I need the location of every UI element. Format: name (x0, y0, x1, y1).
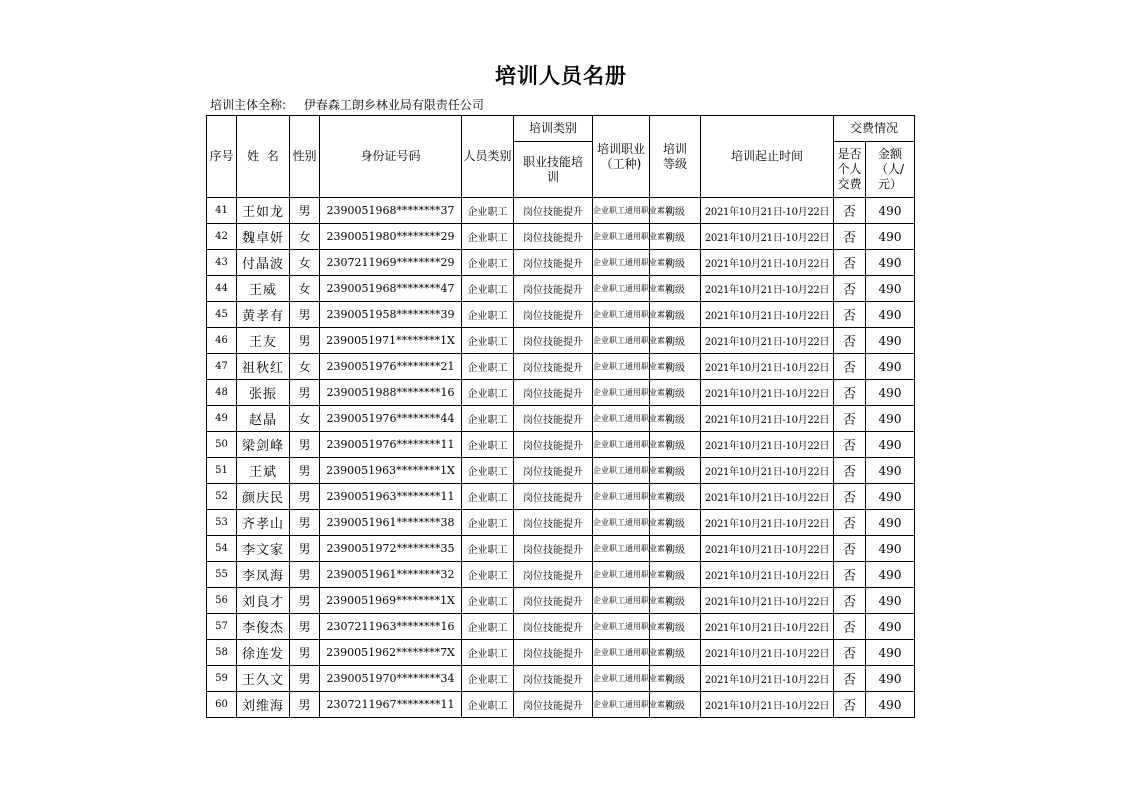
cell-gender: 女 (290, 224, 320, 250)
cell-id-number: 2390051963********1X (320, 458, 462, 484)
cell-training-type: 岗位技能提升 (514, 588, 593, 614)
cell-amount: 490 (866, 250, 915, 276)
header-name: 姓 名 (237, 116, 290, 198)
cell-self-pay: 否 (834, 562, 866, 588)
cell-gender: 男 (290, 198, 320, 224)
cell-gender: 男 (290, 484, 320, 510)
cell-training-type: 岗位技能提升 (514, 458, 593, 484)
header-person-type: 人员类别 (462, 116, 514, 198)
cell-amount: 490 (866, 198, 915, 224)
cell-amount: 490 (866, 692, 915, 718)
cell-amount: 490 (866, 406, 915, 432)
cell-self-pay: 否 (834, 510, 866, 536)
page-title: 培训人员名册 (495, 64, 627, 88)
cell-level: 初级 (650, 458, 701, 484)
cell-id-number: 2390051961********32 (320, 562, 462, 588)
cell-seq: 44 (207, 276, 237, 302)
cell-name: 赵晶 (237, 406, 290, 432)
cell-name: 齐孝山 (237, 510, 290, 536)
cell-amount: 490 (866, 510, 915, 536)
cell-seq: 49 (207, 406, 237, 432)
cell-gender: 男 (290, 380, 320, 406)
header-level: 培训等级 (650, 116, 701, 198)
cell-person-type: 企业职工 (462, 406, 514, 432)
cell-id-number: 2390051976********21 (320, 354, 462, 380)
cell-person-type: 企业职工 (462, 614, 514, 640)
cell-level: 初级 (650, 328, 701, 354)
cell-self-pay: 否 (834, 224, 866, 250)
cell-self-pay: 否 (834, 640, 866, 666)
table-row (207, 692, 915, 718)
table-row (207, 198, 915, 224)
cell-period: 2021年10月21日-10月22日 (701, 588, 834, 614)
cell-self-pay: 否 (834, 406, 866, 432)
table-row (207, 406, 915, 432)
cell-person-type: 企业职工 (462, 354, 514, 380)
cell-person-type: 企业职工 (462, 666, 514, 692)
cell-name: 王斌 (237, 458, 290, 484)
header-fee-group: 交费情况 (834, 116, 915, 142)
cell-amount: 490 (866, 562, 915, 588)
cell-id-number: 2390051988********16 (320, 380, 462, 406)
cell-amount: 490 (866, 328, 915, 354)
cell-training-type: 岗位技能提升 (514, 354, 593, 380)
cell-occupation: 企业职工通用职业素质 (593, 692, 650, 718)
cell-occupation: 企业职工通用职业素质 (593, 380, 650, 406)
cell-person-type: 企业职工 (462, 198, 514, 224)
cell-name: 刘维海 (237, 692, 290, 718)
cell-period: 2021年10月21日-10月22日 (701, 328, 834, 354)
header-training-type: 职业技能培训 (514, 142, 593, 198)
cell-name: 张振 (237, 380, 290, 406)
training-subject-value: 伊春森工朗乡林业局有限责任公司 (303, 98, 484, 112)
cell-person-type: 企业职工 (462, 692, 514, 718)
cell-id-number: 2390051968********47 (320, 276, 462, 302)
cell-period: 2021年10月21日-10月22日 (701, 562, 834, 588)
cell-amount: 490 (866, 432, 915, 458)
header-amount: 金额（人/元） (866, 142, 915, 198)
cell-training-type: 岗位技能提升 (514, 328, 593, 354)
cell-training-type: 岗位技能提升 (514, 510, 593, 536)
cell-occupation: 企业职工通用职业素质 (593, 276, 650, 302)
cell-level: 初级 (650, 692, 701, 718)
cell-self-pay: 否 (834, 666, 866, 692)
cell-id-number: 2390051970********34 (320, 666, 462, 692)
cell-seq: 58 (207, 640, 237, 666)
cell-person-type: 企业职工 (462, 224, 514, 250)
cell-self-pay: 否 (834, 354, 866, 380)
header-training-type-group: 培训类别 (514, 116, 593, 142)
cell-training-type: 岗位技能提升 (514, 432, 593, 458)
header-seq: 序号 (207, 116, 237, 198)
cell-level: 初级 (650, 510, 701, 536)
cell-id-number: 2390051958********39 (320, 302, 462, 328)
cell-seq: 43 (207, 250, 237, 276)
cell-level: 初级 (650, 406, 701, 432)
table-row (207, 510, 915, 536)
cell-period: 2021年10月21日-10月22日 (701, 458, 834, 484)
table-row (207, 536, 915, 562)
cell-level: 初级 (650, 198, 701, 224)
cell-name: 王友 (237, 328, 290, 354)
cell-seq: 42 (207, 224, 237, 250)
cell-period: 2021年10月21日-10月22日 (701, 510, 834, 536)
cell-self-pay: 否 (834, 198, 866, 224)
cell-name: 李俊杰 (237, 614, 290, 640)
cell-occupation: 企业职工通用职业素质 (593, 484, 650, 510)
table-row (207, 380, 915, 406)
cell-level: 初级 (650, 640, 701, 666)
cell-level: 初级 (650, 666, 701, 692)
cell-person-type: 企业职工 (462, 640, 514, 666)
cell-seq: 53 (207, 510, 237, 536)
cell-gender: 男 (290, 536, 320, 562)
cell-name: 颜庆民 (237, 484, 290, 510)
cell-training-type: 岗位技能提升 (514, 666, 593, 692)
cell-training-type: 岗位技能提升 (514, 692, 593, 718)
cell-amount: 490 (866, 224, 915, 250)
cell-gender: 男 (290, 614, 320, 640)
cell-gender: 女 (290, 354, 320, 380)
cell-id-number: 2390051968********37 (320, 198, 462, 224)
cell-occupation: 企业职工通用职业素质 (593, 328, 650, 354)
training-subject (210, 96, 484, 113)
cell-training-type: 岗位技能提升 (514, 484, 593, 510)
cell-occupation: 企业职工通用职业素质 (593, 198, 650, 224)
cell-gender: 女 (290, 276, 320, 302)
cell-amount: 490 (866, 276, 915, 302)
cell-period: 2021年10月21日-10月22日 (701, 406, 834, 432)
cell-name: 付晶波 (237, 250, 290, 276)
roster-table (206, 115, 915, 718)
cell-self-pay: 否 (834, 328, 866, 354)
cell-gender: 男 (290, 666, 320, 692)
cell-period: 2021年10月21日-10月22日 (701, 432, 834, 458)
cell-id-number: 2390051963********11 (320, 484, 462, 510)
cell-level: 初级 (650, 562, 701, 588)
cell-amount: 490 (866, 640, 915, 666)
cell-seq: 57 (207, 614, 237, 640)
cell-self-pay: 否 (834, 302, 866, 328)
cell-amount: 490 (866, 354, 915, 380)
cell-person-type: 企业职工 (462, 302, 514, 328)
cell-seq: 46 (207, 328, 237, 354)
cell-level: 初级 (650, 302, 701, 328)
cell-training-type: 岗位技能提升 (514, 562, 593, 588)
cell-gender: 男 (290, 588, 320, 614)
cell-occupation: 企业职工通用职业素质 (593, 666, 650, 692)
header-id-number: 身份证号码 (320, 116, 462, 198)
table-row (207, 432, 915, 458)
cell-gender: 男 (290, 692, 320, 718)
cell-seq: 55 (207, 562, 237, 588)
cell-gender: 女 (290, 250, 320, 276)
cell-seq: 47 (207, 354, 237, 380)
cell-training-type: 岗位技能提升 (514, 536, 593, 562)
cell-self-pay: 否 (834, 250, 866, 276)
table-row (207, 302, 915, 328)
cell-period: 2021年10月21日-10月22日 (701, 640, 834, 666)
cell-id-number: 2390051976********11 (320, 432, 462, 458)
table-row (207, 354, 915, 380)
cell-self-pay: 否 (834, 536, 866, 562)
cell-level: 初级 (650, 276, 701, 302)
cell-occupation: 企业职工通用职业素质 (593, 302, 650, 328)
cell-seq: 54 (207, 536, 237, 562)
cell-level: 初级 (650, 614, 701, 640)
table-row (207, 588, 915, 614)
cell-occupation: 企业职工通用职业素质 (593, 250, 650, 276)
cell-occupation: 企业职工通用职业素质 (593, 224, 650, 250)
cell-name: 祖秋红 (237, 354, 290, 380)
cell-self-pay: 否 (834, 614, 866, 640)
cell-id-number: 2307211967********11 (320, 692, 462, 718)
cell-gender: 女 (290, 406, 320, 432)
cell-level: 初级 (650, 536, 701, 562)
cell-occupation: 企业职工通用职业素质 (593, 536, 650, 562)
cell-level: 初级 (650, 588, 701, 614)
cell-person-type: 企业职工 (462, 458, 514, 484)
header-period: 培训起止时间 (701, 116, 834, 198)
cell-seq: 50 (207, 432, 237, 458)
cell-level: 初级 (650, 432, 701, 458)
cell-level: 初级 (650, 484, 701, 510)
cell-name: 梁剑峰 (237, 432, 290, 458)
cell-amount: 490 (866, 302, 915, 328)
cell-period: 2021年10月21日-10月22日 (701, 224, 834, 250)
cell-amount: 490 (866, 536, 915, 562)
header-self-pay: 是否个人交费 (834, 142, 866, 198)
cell-occupation: 企业职工通用职业素质 (593, 562, 650, 588)
cell-id-number: 2390051971********1X (320, 328, 462, 354)
table-row (207, 250, 915, 276)
cell-period: 2021年10月21日-10月22日 (701, 198, 834, 224)
cell-training-type: 岗位技能提升 (514, 380, 593, 406)
cell-level: 初级 (650, 380, 701, 406)
table-row (207, 328, 915, 354)
cell-name: 王威 (237, 276, 290, 302)
cell-seq: 51 (207, 458, 237, 484)
cell-period: 2021年10月21日-10月22日 (701, 250, 834, 276)
cell-id-number: 2390051972********35 (320, 536, 462, 562)
cell-occupation: 企业职工通用职业素质 (593, 432, 650, 458)
cell-gender: 男 (290, 458, 320, 484)
cell-self-pay: 否 (834, 276, 866, 302)
cell-amount: 490 (866, 380, 915, 406)
table-row (207, 640, 915, 666)
cell-name: 魏卓妍 (237, 224, 290, 250)
cell-period: 2021年10月21日-10月22日 (701, 276, 834, 302)
cell-occupation: 企业职工通用职业素质 (593, 640, 650, 666)
cell-period: 2021年10月21日-10月22日 (701, 614, 834, 640)
cell-self-pay: 否 (834, 692, 866, 718)
cell-name: 黄孝有 (237, 302, 290, 328)
cell-training-type: 岗位技能提升 (514, 250, 593, 276)
cell-training-type: 岗位技能提升 (514, 302, 593, 328)
table-header (207, 116, 915, 198)
table-row (207, 484, 915, 510)
table-row (207, 224, 915, 250)
cell-seq: 56 (207, 588, 237, 614)
cell-name: 刘良才 (237, 588, 290, 614)
cell-person-type: 企业职工 (462, 510, 514, 536)
cell-seq: 45 (207, 302, 237, 328)
cell-gender: 男 (290, 510, 320, 536)
cell-level: 初级 (650, 354, 701, 380)
cell-self-pay: 否 (834, 432, 866, 458)
header-occupation: 培训职业（工种) (593, 116, 650, 198)
cell-occupation: 企业职工通用职业素质 (593, 614, 650, 640)
cell-person-type: 企业职工 (462, 484, 514, 510)
cell-gender: 男 (290, 432, 320, 458)
cell-self-pay: 否 (834, 484, 866, 510)
cell-seq: 48 (207, 380, 237, 406)
cell-id-number: 2390051962********7X (320, 640, 462, 666)
cell-seq: 60 (207, 692, 237, 718)
cell-training-type: 岗位技能提升 (514, 198, 593, 224)
cell-amount: 490 (866, 666, 915, 692)
cell-id-number: 2307211969********29 (320, 250, 462, 276)
cell-self-pay: 否 (834, 380, 866, 406)
cell-training-type: 岗位技能提升 (514, 276, 593, 302)
cell-amount: 490 (866, 484, 915, 510)
cell-amount: 490 (866, 614, 915, 640)
cell-occupation: 企业职工通用职业素质 (593, 458, 650, 484)
cell-occupation: 企业职工通用职业素质 (593, 406, 650, 432)
table-row (207, 666, 915, 692)
table-row (207, 276, 915, 302)
table-row (207, 614, 915, 640)
cell-gender: 男 (290, 640, 320, 666)
cell-person-type: 企业职工 (462, 380, 514, 406)
cell-seq: 52 (207, 484, 237, 510)
cell-level: 初级 (650, 224, 701, 250)
cell-self-pay: 否 (834, 588, 866, 614)
cell-id-number: 2390051969********1X (320, 588, 462, 614)
cell-training-type: 岗位技能提升 (514, 614, 593, 640)
training-subject-label: 培训主体全称: (210, 98, 287, 112)
cell-person-type: 企业职工 (462, 536, 514, 562)
cell-id-number: 2390051976********44 (320, 406, 462, 432)
cell-seq: 41 (207, 198, 237, 224)
cell-occupation: 企业职工通用职业素质 (593, 510, 650, 536)
cell-name: 徐连发 (237, 640, 290, 666)
cell-occupation: 企业职工通用职业素质 (593, 354, 650, 380)
cell-period: 2021年10月21日-10月22日 (701, 692, 834, 718)
cell-period: 2021年10月21日-10月22日 (701, 354, 834, 380)
cell-gender: 男 (290, 562, 320, 588)
cell-gender: 男 (290, 328, 320, 354)
table-body (207, 198, 915, 718)
cell-id-number: 2390051980********29 (320, 224, 462, 250)
cell-amount: 490 (866, 588, 915, 614)
cell-person-type: 企业职工 (462, 328, 514, 354)
cell-name: 王久文 (237, 666, 290, 692)
cell-training-type: 岗位技能提升 (514, 640, 593, 666)
table-row (207, 458, 915, 484)
cell-period: 2021年10月21日-10月22日 (701, 484, 834, 510)
header-gender: 性别 (290, 116, 320, 198)
cell-training-type: 岗位技能提升 (514, 224, 593, 250)
cell-period: 2021年10月21日-10月22日 (701, 302, 834, 328)
cell-name: 李凤海 (237, 562, 290, 588)
cell-self-pay: 否 (834, 458, 866, 484)
cell-name: 王如龙 (237, 198, 290, 224)
cell-name: 李文家 (237, 536, 290, 562)
cell-person-type: 企业职工 (462, 276, 514, 302)
cell-seq: 59 (207, 666, 237, 692)
table-row (207, 562, 915, 588)
cell-occupation: 企业职工通用职业素质 (593, 588, 650, 614)
cell-id-number: 2390051961********38 (320, 510, 462, 536)
cell-period: 2021年10月21日-10月22日 (701, 666, 834, 692)
cell-id-number: 2307211963********16 (320, 614, 462, 640)
cell-period: 2021年10月21日-10月22日 (701, 536, 834, 562)
cell-person-type: 企业职工 (462, 250, 514, 276)
cell-amount: 490 (866, 458, 915, 484)
cell-period: 2021年10月21日-10月22日 (701, 380, 834, 406)
cell-person-type: 企业职工 (462, 562, 514, 588)
cell-gender: 男 (290, 302, 320, 328)
cell-training-type: 岗位技能提升 (514, 406, 593, 432)
cell-level: 初级 (650, 250, 701, 276)
cell-person-type: 企业职工 (462, 588, 514, 614)
cell-person-type: 企业职工 (462, 432, 514, 458)
